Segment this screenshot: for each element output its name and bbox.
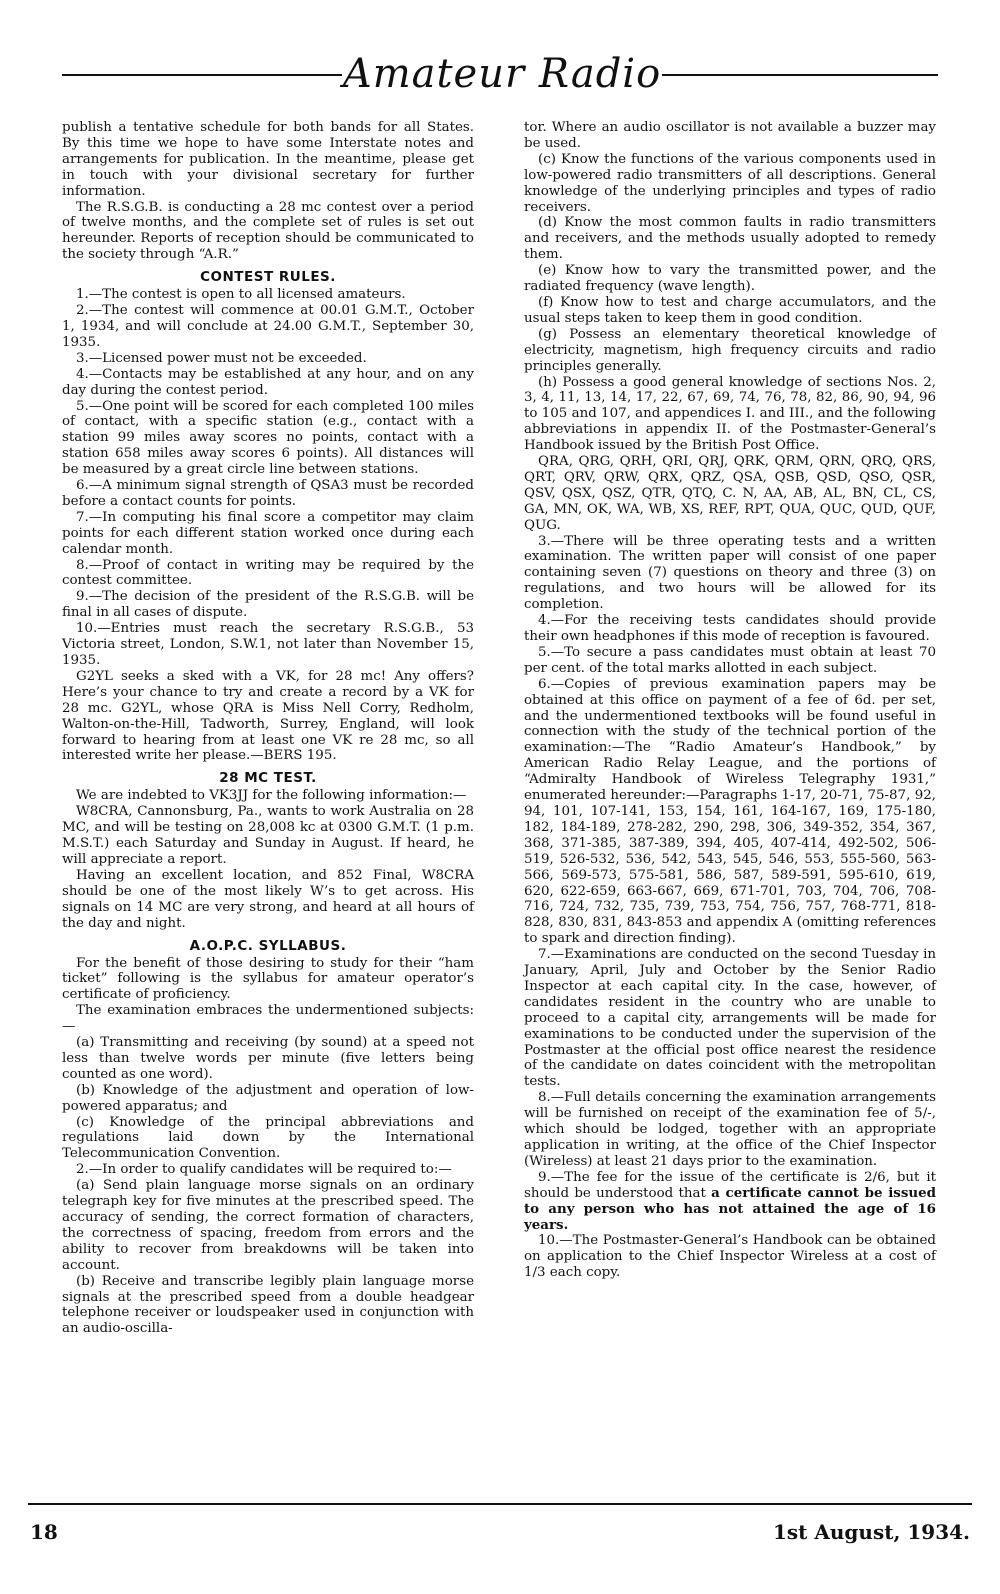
syllabus-item: (g) Possess an elementary theoretical knowledge of electricity, magnetism, high frequency circuits and radio principles generally. — [524, 326, 936, 374]
paragraph: Having an excellent location, and 852 Final, W8CRA should be one of the most likely W’s to get across. His signals on 14 MC are very strong, and heard at all hours of the day and night. — [62, 867, 474, 931]
left-column — [62, 120, 474, 1337]
page-number: 18 — [30, 1520, 58, 1544]
paragraph: For the benefit of those desiring to study for their “ham ticket” following is the syllabus for amateur operator’s certificate of proficiency. — [62, 955, 474, 1003]
syllabus-item: (c) Know the functions of the various components used in low-powered radio transmitters of all descriptions. General knowledge of the underlying principles and types of radio receivers. — [524, 151, 936, 215]
syllabus-item: (a) Transmitting and receiving (by sound) at a speed not less than twelve words per minute (five letters being counted as one word). — [62, 1035, 474, 1082]
paragraph: tor. Where an audio oscillator is not available a buzzer may be used. — [524, 120, 936, 151]
fee-text: 9.—The fee for the issue of the certificate is 2/6, but it should be understood that — [524, 1169, 936, 1201]
paragraph: 4.—For the receiving tests candidates should provide their own headphones if this mode of reception is favoured. — [524, 613, 936, 644]
rule-item: 7.—In computing his final score a competitor may claim points for each different station worked once during each calendar month. — [62, 509, 474, 557]
syllabus-item: (b) Knowledge of the adjustment and operation of low-powered apparatus; and — [62, 1082, 474, 1114]
footer-rule — [28, 1503, 972, 1505]
paragraph: The R.S.G.B. is conducting a 28 mc contest over a period of twelve months, and the complete set of rules is set out hereunder. Reports of reception should be communicated to the society through “A.R.” — [62, 199, 474, 263]
paragraph: 10.—The Postmaster-General’s Handbook can be obtained on application to the Chief Inspector Wireless at a cost of 1/3 each copy. — [524, 1233, 936, 1281]
paragraph: 3.—There will be three operating tests and a written examination. The written paper will consist of one paper containing seven (7) questions on theory and three (3) on regulations, and two hours will be allowed for its completion. — [524, 533, 936, 613]
contest-rules-heading: CONTEST RULES. — [200, 269, 336, 286]
syllabus-item: (c) Knowledge of the principal abbreviations and regulations laid down by the International Telecommunication Convention. — [62, 1114, 474, 1162]
syllabus-item: (f) Know how to test and charge accumulators, and the usual steps taken to keep them in good condition. — [524, 294, 936, 326]
rule-item: 6.—A minimum signal strength of QSA3 must be recorded before a contact counts for points. — [62, 478, 474, 509]
paragraph: 2.—In order to qualify candidates will be required to:— — [76, 1162, 452, 1178]
rule-item: 2.—The contest will commence at 00.01 G.M.T., October 1, 1934, and will conclude at 24.00 G.M.T., September 30, 1935. — [62, 303, 474, 350]
28mc-test-heading: 28 MC TEST. — [219, 770, 317, 787]
syllabus-heading: A.O.P.C. SYLLABUS. — [189, 937, 347, 954]
paragraph: G2YL seeks a sked with a VK, for 28 mc! Any offers? Here’s your chance to try and create a record by a VK for 28 mc. G2YL, whose QRA is Miss Nell Corry, Redholm, Walton-on-the-Hill, Tadworth, Surrey, England, will look forward to hearing from at least one VK re 28 mc, so all interested write her please.—BERS 195. — [62, 668, 474, 764]
rule-item: 3.—Licensed power must not be exceeded. — [76, 350, 367, 366]
rule-item: 1.—The contest is open to all licensed amateurs. — [76, 287, 406, 303]
paragraph: 6.—Copies of previous examination papers may be obtained at this office on payment of a fee of 6d. per set, and the undermentioned textbooks will be found useful in connection with the study of the technical portion of the examination:—The “Radio Amateur’s Handbook,” by American Radio Relay League, and the portions of “Admiralty Handbook of Wireless Telegraphy 1931,” enumerated hereunder:—Paragraphs 1-17, 20-71, 75-87, 92, 94, 101, 107-141, 153, 154, 161, 164-167, 169, 175-180, 182, 184-189, 278-282, 290, 298, 306, 349-352, 354, 367, 368, 371-385, 387-389, 394, 405, 407-414, 492-502, 506-519, 526-532, 536, 542, 543, 545, 546, 553, 555-560, 563-566, 569-573, 575-581, 586, 587, 589-591, 595-610, 619, 620, 622-659, 663-667, 669, 671-701, 703, 704, 706, 708-716, 724, 732, 735, 739, 753, 754, 756, 757, 768-771, 818-828, 830, 831, 843-853 and appendix A (omitting references to spark and direction finding). — [524, 676, 936, 947]
age-requirement-text: a certificate cannot be issued to any person who has not attained the age of 16 years. — [524, 1184, 936, 1233]
syllabus-item: (b) Receive and transcribe legibly plain language morse signals at the prescribed speed from a double headgear telephone receiver or loudspeaker used in conjunction with an audio-oscilla- — [62, 1273, 474, 1337]
rule-item: 4.—Contacts may be established at any hour, and on any day during the contest period. — [62, 366, 474, 398]
abbreviation-list: QRA, QRG, QRH, QRI, QRJ, QRK, QRM, QRN, QRQ, QRS, QRT, QRV, QRW, QRX, QRZ, QSA, QSB, QSD, QSO, QSR, QSV, QSX, QSZ, QTR, QTQ, C. N, AA, AB, AL, BN, CL, CS, GA, MN, OK, WA, WB, XS, REF, RPT, QUA, QUC, QUD, QUF, QUG. — [524, 454, 936, 533]
paragraph — [524, 1170, 936, 1234]
rule-item: 10.—Entries must reach the secretary R.S.G.B., 53 Victoria street, London, S.W.1, not later than November 15, 1935. — [62, 621, 474, 668]
publication-title: Amateur Radio — [342, 51, 662, 97]
paragraph: publish a tentative schedule for both bands for all States. By this time we hope to have some Interstate notes and arrangements for publication. In the meantime, please get in touch with your divisional secretary for further information. — [62, 120, 474, 199]
syllabus-item: (a) Send plain language morse signals on an ordinary telegraph key for five minutes at the prescribed speed. The accuracy of sending, the correct formation of characters, the correctness of spacing, freedom from errors and the ability to recover from breakdowns will be taken into account. — [62, 1178, 474, 1273]
rule-item: 8.—Proof of contact in writing may be required by the contest committee. — [62, 557, 474, 589]
paragraph: We are indebted to VK3JJ for the following information:— — [76, 788, 467, 804]
rule-item: 9.—The decision of the president of the R.S.G.B. will be final in all cases of dispute. — [62, 589, 474, 621]
right-column — [524, 120, 936, 1281]
syllabus-item: (d) Know the most common faults in radio transmitters and receivers, and the methods usually adopted to remedy them. — [524, 215, 936, 263]
syllabus-item: (h) Possess a good general knowledge of sections Nos. 2, 3, 4, 11, 13, 14, 17, 22, 67, 69, 74, 76, 78, 82, 86, 90, 94, 96 to 105 and 107, and appendices I. and III., and the following abbreviations in appendix II. of the Postmaster-General’s Handbook issued by the British Post Office. — [524, 374, 936, 454]
paragraph: The examination embraces the undermentioned subjects:— — [62, 1003, 474, 1035]
rule-item: 5.—One point will be scored for each completed 100 miles of contact, with a specific station (e.g., contact with a station 99 miles away scores no points, contact with a station 658 miles away scores 6 points). All distances will be measured by a great circle line between stations. — [62, 398, 474, 478]
masthead-rule-right — [662, 74, 938, 76]
paragraph: W8CRA, Cannonsburg, Pa., wants to work Australia on 28 MC, and will be testing on 28,008 kc at 0300 G.M.T. (1 p.m. M.S.T.) each Saturday and Sunday in August. If heard, he will appreciate a report. — [62, 804, 474, 867]
paragraph: 7.—Examinations are conducted on the second Tuesday in January, April, July and October by the Senior Radio Inspector at each capital city. In the case, however, of candidates resident in the country who are unable to proceed to a capital city, arrangements will be made for examinations to be conducted under the supervision of the Postmaster at the official post office nearest the residence of the candidate on dates coincident with the metropolitan tests. — [524, 947, 936, 1090]
paragraph: 5.—To secure a pass candidates must obtain at least 70 per cent. of the total marks allotted in each subject. — [524, 644, 936, 676]
syllabus-item: (e) Know how to vary the transmitted power, and the radiated frequency (wave length). — [524, 263, 936, 295]
masthead — [62, 46, 938, 104]
masthead-rule-left — [62, 74, 342, 76]
issue-date: 1st August, 1934. — [772, 1520, 970, 1544]
paragraph: 8.—Full details concerning the examination arrangements will be furnished on receipt of the examination fee of 5/-, which should be lodged, together with an appropriate application in writing, at the office of the Chief Inspector (Wireless) at least 21 days prior to the examination. — [524, 1090, 936, 1169]
